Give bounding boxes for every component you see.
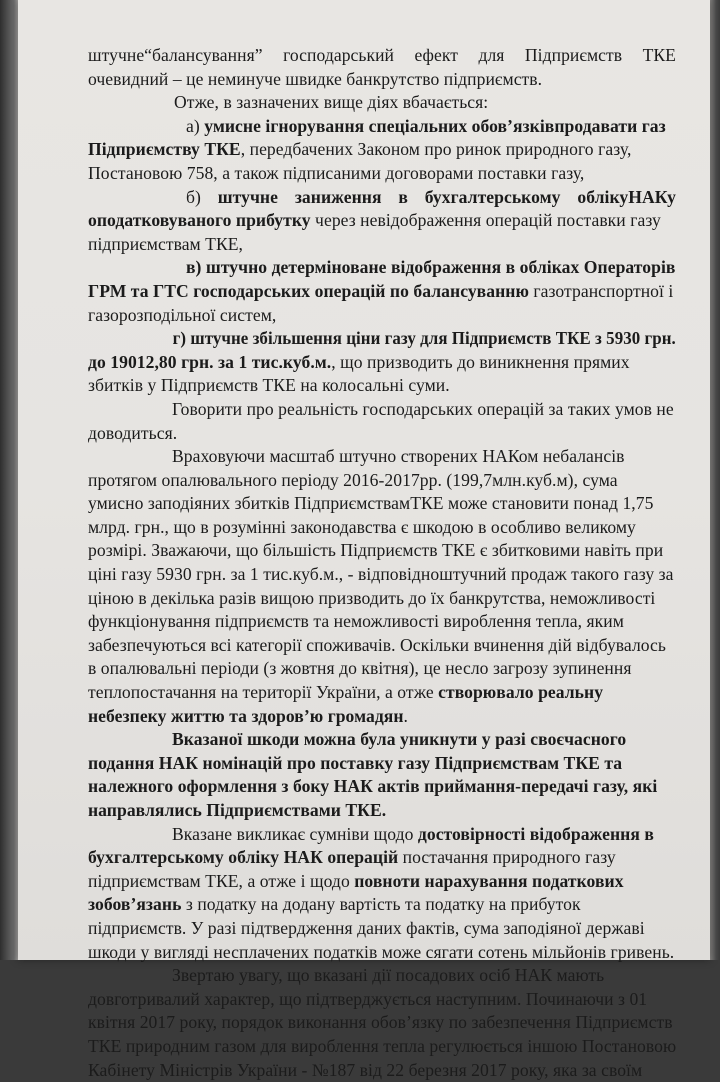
text-line: [88, 327, 676, 351]
text-fragment: Вказане викликає сумніви щодо: [172, 823, 418, 844]
text-fragment: Говорити про реальність господарських операцій за таких умов не: [172, 398, 674, 419]
text-line: [88, 398, 676, 422]
text-fragment: функціонування підприємств та неможливості вироблення тепла, яким: [88, 611, 624, 632]
text-fragment: з податку на додану вартість та податку на прибуток: [181, 894, 581, 915]
bold-fragment: оподатковуваного прибутку: [88, 210, 311, 231]
text-line: [88, 728, 676, 752]
bold-fragment: Підприємству ТКЕ: [88, 139, 241, 160]
text-fragment: штучне“балансування”: [88, 45, 263, 65]
text-fragment: Кабінету Міністрів України - №187 від 22 березня 2017 року, яка за своїм: [88, 1059, 643, 1080]
text-line: [88, 516, 676, 540]
text-line: [88, 1035, 676, 1059]
text-fragment: підприємствам ТКЕ, а отже і щодо: [88, 870, 355, 891]
text-line: [88, 186, 676, 210]
text-fragment: , передбачених Законом про ринок природного газу,: [240, 139, 632, 160]
text-line: [88, 705, 676, 729]
bold-fragment: до 19012,80 грн. за 1 тис.куб.м.: [88, 351, 332, 372]
text-line: [88, 91, 676, 115]
text-fragment: для: [478, 45, 505, 65]
text-fragment: забезпечуються всі категорії споживачів. Оскільки вчинення дій відбувалось: [88, 634, 666, 655]
bold-fragment: небезпеку життю та здоров’ю громадян: [88, 705, 404, 726]
text-line: [88, 138, 676, 162]
bold-fragment: достовірності відображення в: [417, 823, 654, 844]
text-fragment: господарський: [283, 45, 395, 65]
text-fragment: ефект: [414, 45, 458, 65]
text-fragment: підприємств. У разі підтвердження даних фактів, сума заподіяної державі: [88, 917, 645, 938]
text-line: [88, 539, 676, 563]
text-line: [88, 752, 676, 776]
text-line: [88, 870, 676, 894]
text-fragment: теплопостачання на території України, а отже: [88, 682, 439, 703]
text-line: [88, 681, 676, 705]
text-line: [88, 657, 676, 681]
bold-fragment: бухгалтерському: [424, 186, 561, 207]
bold-fragment: повноти нарахування податкових: [354, 870, 624, 891]
text-fragment: розмірі. Зважаючи, що більшість Підприємств ТКЕ є збитковими навіть при: [88, 540, 664, 561]
bold-fragment: Вказаної шкоди можна була уникнути у разі своєчасного: [172, 729, 627, 750]
text-fragment: ТКЕ: [642, 45, 676, 65]
bold-fragment: штучне: [217, 186, 278, 207]
bold-fragment: створювало реальну: [438, 682, 604, 703]
text-fragment: б): [186, 186, 201, 207]
bold-fragment: г): [172, 328, 191, 349]
text-line: [88, 256, 676, 280]
text-fragment: Постановою 758, а також підписаними договорами поставки газу,: [88, 162, 585, 183]
text-line: [88, 233, 676, 257]
text-fragment: а): [186, 115, 205, 136]
bold-fragment: в): [186, 257, 206, 278]
text-line: [88, 563, 676, 587]
text-line: [88, 304, 676, 328]
text-fragment: .: [403, 705, 408, 726]
text-line: [88, 1011, 676, 1035]
text-line: [88, 44, 676, 68]
text-fragment: протягом опалювального періоду 2016-2017рр. (199,7млн.куб.м), сума: [88, 469, 618, 490]
text-line: [88, 351, 676, 375]
text-line: [88, 374, 676, 398]
text-fragment: через невідображення операцій поставки газу: [310, 210, 661, 231]
text-line: [88, 775, 676, 799]
text-fragment: очевидний – це неминуче швидке банкрутство підприємств.: [88, 68, 543, 89]
text-line: [88, 68, 676, 92]
text-fragment: газотранспортної і: [528, 280, 674, 301]
bold-fragment: в: [398, 186, 408, 207]
text-line: [88, 799, 676, 823]
document-page: [18, 0, 710, 1080]
text-line: [88, 610, 676, 634]
text-fragment: газорозподільної систем,: [88, 304, 277, 325]
text-line: [88, 209, 676, 233]
bold-fragment: штучно детерміноване відображення в обліках Операторів: [205, 257, 676, 278]
document-body: [88, 44, 676, 1082]
text-fragment: Звертаю увагу, що вказані дії посадових осіб НАК мають: [172, 965, 605, 986]
text-line: [88, 988, 676, 1012]
bold-fragment: заниження: [294, 186, 382, 207]
text-fragment: шкоди у вигляді несплачених податків може сягати сотень мільйонів гривень.: [88, 941, 675, 962]
bold-fragment: подання НАК номінацій про поставку газу Підприємствам ТКЕ та: [88, 752, 623, 773]
text-line: [88, 280, 676, 304]
text-fragment: постачання природного газу: [398, 847, 616, 868]
text-line: [88, 115, 676, 139]
text-fragment: Підприємств: [524, 45, 623, 65]
text-fragment: , що призводить до виникнення прямих: [331, 351, 630, 372]
bold-fragment: НАКу: [628, 186, 676, 207]
text-line: [88, 941, 676, 965]
bold-fragment: обліку: [577, 186, 629, 207]
text-fragment: в опалювальні періоди (з жовтня до квітня), це несло загрозу зупинення: [88, 658, 632, 679]
text-fragment: ціні газу 5930 грн. за 1 тис.куб.м., - відповідноштучний продаж такого газу за: [88, 564, 674, 585]
text-line: [88, 964, 676, 988]
text-line: [88, 162, 676, 186]
text-line: [88, 422, 676, 446]
text-fragment: млрд. грн., що в розумінні законодавства є шкодою в особливо великому: [88, 516, 636, 537]
text-fragment: Отже, в зазначених вище діях вбачається:: [174, 92, 489, 113]
text-line: [88, 893, 676, 917]
text-fragment: доводиться.: [88, 422, 178, 443]
text-line: [88, 469, 676, 493]
text-line: [88, 587, 676, 611]
bold-fragment: штучне збільшення ціни газу для Підприємств ТКЕ з 5930 грн.: [190, 328, 676, 349]
bold-fragment: направлялись Підприємствами ТКЕ.: [88, 800, 387, 820]
text-fragment: умисно заподіяних збитків ПідприємствамТКЕ може становити понад 1,75: [88, 493, 654, 514]
text-line: [88, 823, 676, 847]
text-fragment: довготривалий характер, що підтверджується наступним. Починаючи з 01: [88, 988, 648, 1009]
text-line: [88, 445, 676, 469]
text-fragment: квітня 2017 року, порядок виконання обов’язку по забезпечення Підприємств: [88, 1012, 673, 1033]
text-line: [88, 492, 676, 516]
text-line: [88, 846, 676, 870]
bold-fragment: ГРМ та ГТС господарських операцій по балансуванню: [88, 280, 529, 301]
text-line: [88, 917, 676, 941]
text-line: [88, 634, 676, 658]
text-fragment: підприємствам ТКЕ,: [88, 233, 244, 254]
bold-fragment: бухгалтерському обліку НАК операцій: [88, 847, 399, 868]
bold-fragment: належного оформлення з боку НАК актів приймання-передачі газу, які: [88, 776, 658, 797]
text-fragment: ціною в декілька разів вищою призводить до їх банкрутства, неможливості: [88, 587, 656, 608]
text-line: [88, 1059, 676, 1082]
bold-fragment: зобов’язань: [88, 894, 182, 915]
bold-fragment: умисне ігнорування спеціальних обов’язківпродавати газ: [204, 115, 666, 136]
text-fragment: ТКЕ природним газом для вироблення тепла регулюється іншою Постановою: [88, 1035, 677, 1056]
text-fragment: збитків у Підприємств ТКЕ на колосальні суми.: [88, 375, 450, 396]
text-fragment: Враховуючи масштаб штучно створених НАКом небалансів: [172, 446, 625, 467]
